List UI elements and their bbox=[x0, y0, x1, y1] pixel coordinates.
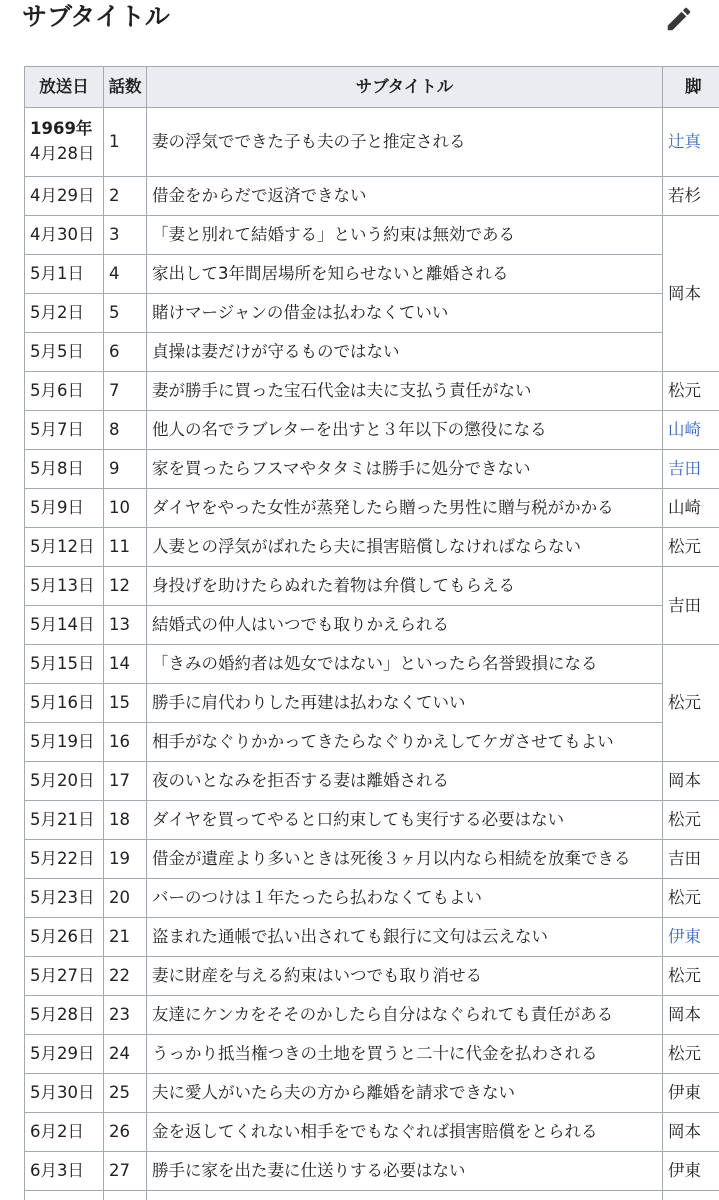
date-cell: 5月16日 bbox=[25, 684, 104, 723]
episode-number: 14 bbox=[104, 645, 147, 684]
date-cell: 5月26日 bbox=[25, 918, 104, 957]
date-cell: 5月6日 bbox=[25, 372, 104, 411]
writer-name: 若杉 bbox=[668, 186, 701, 205]
episode-number: 5 bbox=[104, 294, 147, 333]
writer-name: 山崎 bbox=[668, 498, 701, 517]
writer-name: 松元 bbox=[668, 966, 701, 985]
episode-number: 21 bbox=[104, 918, 147, 957]
date-cell: 5月30日 bbox=[25, 1074, 104, 1113]
writer-cell bbox=[663, 528, 719, 567]
episode-subtitle: 結婚式の仲人はいつでも取りかえられる bbox=[147, 606, 663, 645]
writer-cell bbox=[663, 1074, 719, 1113]
date-cell: 5月20日 bbox=[25, 762, 104, 801]
table-row bbox=[25, 255, 719, 294]
header-episode: 話数 bbox=[104, 67, 147, 108]
writer-cell bbox=[663, 1035, 719, 1074]
table-row bbox=[25, 567, 719, 606]
writer-cell: 松元 bbox=[663, 645, 719, 762]
writer-link[interactable]: 吉田 bbox=[668, 459, 701, 478]
writer-cell bbox=[663, 996, 719, 1035]
date-cell: 5月1日 bbox=[25, 255, 104, 294]
table-row bbox=[25, 1074, 719, 1113]
writer-cell bbox=[663, 1113, 719, 1152]
subtitle-table bbox=[24, 66, 719, 1200]
subtitle-table-container[interactable] bbox=[0, 66, 719, 1200]
episode-subtitle: 人妻との浮気がばれたら夫に損害賠償しなければならない bbox=[147, 528, 663, 567]
table-row bbox=[25, 177, 719, 216]
date-cell: 5月13日 bbox=[25, 567, 104, 606]
episode-subtitle: 貞操は妻だけが守るものではない bbox=[147, 333, 663, 372]
date-cell: 5月12日 bbox=[25, 528, 104, 567]
writer-name: 伊東 bbox=[668, 1161, 701, 1180]
episode-subtitle: 金を返してくれない相手をでもなぐれば損害賠償をとられる bbox=[147, 1113, 663, 1152]
episode-subtitle: 妻に財産を与える約束はいつでも取り消せる bbox=[147, 957, 663, 996]
episode-subtitle: バーのつけは１年たったら払わなくてもよい bbox=[147, 879, 663, 918]
table-row bbox=[25, 411, 719, 450]
table-row bbox=[25, 918, 719, 957]
writer-cell bbox=[663, 918, 719, 957]
writer-cell bbox=[663, 957, 719, 996]
episode-subtitle: 勝手に家を出た妻に仕送りする必要はない bbox=[147, 1152, 663, 1191]
date-cell: 5月23日 bbox=[25, 879, 104, 918]
episode-subtitle: 他人の名でラブレターを出すと３年以下の懲役になる bbox=[147, 411, 663, 450]
table-row bbox=[25, 1191, 719, 1200]
episode-number: 27 bbox=[104, 1152, 147, 1191]
episode-number: 1 bbox=[104, 108, 147, 177]
episode-subtitle: 借金をからだで返済できない bbox=[147, 177, 663, 216]
episode-subtitle: 「妻と別れて結婚する」という約束は無効である bbox=[147, 216, 663, 255]
table-row bbox=[25, 489, 719, 528]
episode-subtitle: うっかり抵当権つきの土地を買うと二十に代金を払わされる bbox=[147, 1035, 663, 1074]
writer-name: 伊東 bbox=[668, 1083, 701, 1102]
episode-number: 4 bbox=[104, 255, 147, 294]
pencil-icon[interactable] bbox=[664, 4, 694, 34]
date-cell bbox=[25, 108, 104, 177]
date-cell: 4月29日 bbox=[25, 177, 104, 216]
date-cell bbox=[25, 1191, 104, 1200]
date-cell: 6月3日 bbox=[25, 1152, 104, 1191]
header-subtitle: サブタイトル bbox=[147, 67, 663, 108]
episode-subtitle: 勝手に肩代わりした再建は払わなくていい bbox=[147, 684, 663, 723]
episode-number: 20 bbox=[104, 879, 147, 918]
writer-cell bbox=[663, 108, 719, 177]
episode-subtitle: 家を買ったらフスマやタタミは勝手に処分できない bbox=[147, 450, 663, 489]
episode-subtitle: 妻が勝手に買った宝石代金は夫に支払う責任がない bbox=[147, 372, 663, 411]
date-cell: 6月2日 bbox=[25, 1113, 104, 1152]
year-label: 1969年 bbox=[30, 119, 93, 138]
table-row bbox=[25, 645, 719, 684]
writer-cell bbox=[663, 879, 719, 918]
date-cell: 5月14日 bbox=[25, 606, 104, 645]
table-row bbox=[25, 957, 719, 996]
episode-subtitle: 夫に愛人がいたら夫の方から離婚を請求できない bbox=[147, 1074, 663, 1113]
table-row bbox=[25, 528, 719, 567]
table-row bbox=[25, 996, 719, 1035]
episode-number: 13 bbox=[104, 606, 147, 645]
episode-subtitle: 家出して3年間居場所を知らせないと離婚される bbox=[147, 255, 663, 294]
episode-subtitle: 借金が遺産より多いときは死後３ヶ月以内なら相続を放棄できる bbox=[147, 840, 663, 879]
writer-cell: 吉田 bbox=[663, 567, 719, 645]
date-label: 4月28日 bbox=[30, 144, 95, 163]
date-cell: 4月30日 bbox=[25, 216, 104, 255]
writer-cell bbox=[663, 177, 719, 216]
episode-number: 7 bbox=[104, 372, 147, 411]
writer-name: 松元 bbox=[668, 888, 701, 907]
episode-number: 18 bbox=[104, 801, 147, 840]
episode-subtitle: 盗まれた通帳で払い出されても銀行に文句は云えない bbox=[147, 918, 663, 957]
writer-link[interactable]: 伊東 bbox=[668, 927, 701, 946]
writer-name: 岡本 bbox=[668, 771, 701, 790]
episode-number: 2 bbox=[104, 177, 147, 216]
episode-number: 17 bbox=[104, 762, 147, 801]
table-row bbox=[25, 762, 719, 801]
table-body bbox=[25, 108, 719, 1200]
episode-number: 25 bbox=[104, 1074, 147, 1113]
writer-name: 松元 bbox=[668, 381, 701, 400]
episode-subtitle: 妻の浮気でできた子も夫の子と推定される bbox=[147, 108, 663, 177]
episode-number: 8 bbox=[104, 411, 147, 450]
episode-number: 12 bbox=[104, 567, 147, 606]
writer-cell bbox=[663, 372, 719, 411]
episode-number bbox=[104, 1191, 147, 1200]
table-header-row bbox=[25, 67, 719, 108]
table-row bbox=[25, 450, 719, 489]
date-cell: 5月27日 bbox=[25, 957, 104, 996]
writer-cell bbox=[663, 489, 719, 528]
episode-subtitle: 身投げを助けたらぬれた着物は弁償してもらえる bbox=[147, 567, 663, 606]
episode-number: 24 bbox=[104, 1035, 147, 1074]
episode-number: 22 bbox=[104, 957, 147, 996]
writer-name: 岡本 bbox=[668, 1005, 701, 1024]
header-date: 放送日 bbox=[25, 67, 104, 108]
table-row bbox=[25, 1152, 719, 1191]
writer-link[interactable]: 辻真 bbox=[668, 132, 701, 151]
date-cell: 5月5日 bbox=[25, 333, 104, 372]
writer-cell bbox=[663, 1152, 719, 1191]
table-row bbox=[25, 216, 719, 255]
writer-name: 岡本 bbox=[668, 1122, 701, 1141]
table-row bbox=[25, 294, 719, 333]
date-cell: 5月28日 bbox=[25, 996, 104, 1035]
episode-subtitle: ダイヤを買ってやると口約束しても実行する必要はない bbox=[147, 801, 663, 840]
writer-link[interactable]: 山崎 bbox=[668, 420, 701, 439]
date-cell: 5月8日 bbox=[25, 450, 104, 489]
table-row bbox=[25, 723, 719, 762]
writer-cell bbox=[663, 840, 719, 879]
episode-subtitle: 夜のいとなみを拒否する妻は離婚される bbox=[147, 762, 663, 801]
writer-cell bbox=[663, 801, 719, 840]
episode-number: 23 bbox=[104, 996, 147, 1035]
section-header bbox=[0, 0, 719, 40]
date-cell: 5月21日 bbox=[25, 801, 104, 840]
writer-name: 松元 bbox=[668, 810, 701, 829]
date-cell: 5月2日 bbox=[25, 294, 104, 333]
episode-number: 3 bbox=[104, 216, 147, 255]
episode-number: 19 bbox=[104, 840, 147, 879]
table-row bbox=[25, 684, 719, 723]
writer-name: 吉田 bbox=[668, 849, 701, 868]
table-row bbox=[25, 1035, 719, 1074]
episode-subtitle: ダイヤをやった女性が蒸発したら贈った男性に贈与税がかかる bbox=[147, 489, 663, 528]
episode-number: 11 bbox=[104, 528, 147, 567]
date-cell: 5月9日 bbox=[25, 489, 104, 528]
episode-number: 15 bbox=[104, 684, 147, 723]
table-row bbox=[25, 333, 719, 372]
writer-name: 松元 bbox=[668, 537, 701, 556]
table-row bbox=[25, 606, 719, 645]
date-cell: 5月19日 bbox=[25, 723, 104, 762]
table-row bbox=[25, 108, 719, 177]
writer-name: 松元 bbox=[668, 1044, 701, 1063]
table-row bbox=[25, 1113, 719, 1152]
episode-number: 9 bbox=[104, 450, 147, 489]
table-row bbox=[25, 372, 719, 411]
date-cell: 5月15日 bbox=[25, 645, 104, 684]
date-cell: 5月22日 bbox=[25, 840, 104, 879]
date-cell: 5月7日 bbox=[25, 411, 104, 450]
writer-cell bbox=[663, 1191, 719, 1200]
episode-number: 6 bbox=[104, 333, 147, 372]
section-title: サブタイトル bbox=[22, 2, 170, 31]
episode-number: 26 bbox=[104, 1113, 147, 1152]
writer-cell bbox=[663, 762, 719, 801]
episode-subtitle: 賭けマージャンの借金は払わなくていい bbox=[147, 294, 663, 333]
episode-subtitle bbox=[147, 1191, 663, 1200]
episode-number: 10 bbox=[104, 489, 147, 528]
episode-subtitle: 「きみの婚約者は処女ではない」といったら名誉毀損になる bbox=[147, 645, 663, 684]
table-row bbox=[25, 840, 719, 879]
date-cell: 5月29日 bbox=[25, 1035, 104, 1074]
episode-subtitle: 相手がなぐりかかってきたらなぐりかえしてケガさせてもよい bbox=[147, 723, 663, 762]
episode-number: 16 bbox=[104, 723, 147, 762]
writer-cell: 岡本 bbox=[663, 216, 719, 372]
header-writer: 脚 bbox=[663, 67, 719, 108]
episode-subtitle: 友達にケンカをそそのかしたら自分はなぐられても責任がある bbox=[147, 996, 663, 1035]
writer-cell bbox=[663, 450, 719, 489]
writer-cell bbox=[663, 411, 719, 450]
table-row bbox=[25, 801, 719, 840]
table-row bbox=[25, 879, 719, 918]
